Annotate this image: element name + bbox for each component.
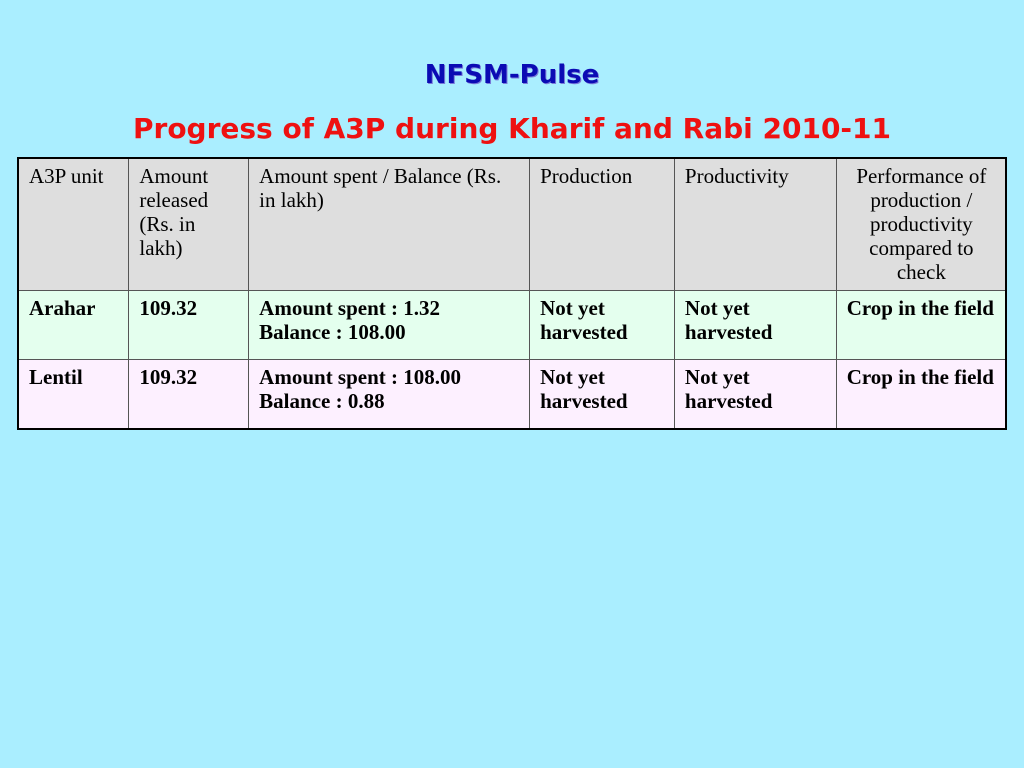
amount-spent-text: Amount spent : 1.32 xyxy=(259,296,441,320)
cell-unit: Arahar xyxy=(18,291,129,360)
header-amount-spent-balance: Amount spent / Balance (Rs. in lakh) xyxy=(249,158,530,291)
header-productivity: Productivity xyxy=(674,158,836,291)
cell-performance: Crop in the field xyxy=(836,291,1006,360)
cell-released: 109.32 xyxy=(129,360,249,430)
amount-spent-text: Amount spent : 108.00 xyxy=(259,365,462,389)
balance-text: Balance : 108.00 xyxy=(259,320,406,344)
table-header-row xyxy=(18,158,1006,291)
cell-production: Not yet harvested xyxy=(530,360,675,430)
slide-title: NFSM-Pulse xyxy=(424,60,600,90)
header-performance: Performance of production / productivity compared to check xyxy=(836,158,1006,291)
table-row xyxy=(18,360,1006,430)
cell-unit: Lentil xyxy=(18,360,129,430)
header-amount-released: Amount released (Rs. in lakh) xyxy=(129,158,249,291)
cell-spent-balance xyxy=(249,291,530,360)
balance-text: Balance : 0.88 xyxy=(259,389,385,413)
cell-spent-balance xyxy=(249,360,530,430)
cell-productivity: Not yet harvested xyxy=(674,291,836,360)
header-a3p-unit: A3P unit xyxy=(18,158,129,291)
cell-released: 109.32 xyxy=(129,291,249,360)
cell-production: Not yet harvested xyxy=(530,291,675,360)
table-row xyxy=(18,291,1006,360)
slide-subtitle: Progress of A3P during Kharif and Rabi 2010-11 xyxy=(132,112,892,145)
cell-performance: Crop in the field xyxy=(836,360,1006,430)
a3p-progress-table xyxy=(17,157,1007,430)
cell-productivity: Not yet harvested xyxy=(674,360,836,430)
header-production: Production xyxy=(530,158,675,291)
